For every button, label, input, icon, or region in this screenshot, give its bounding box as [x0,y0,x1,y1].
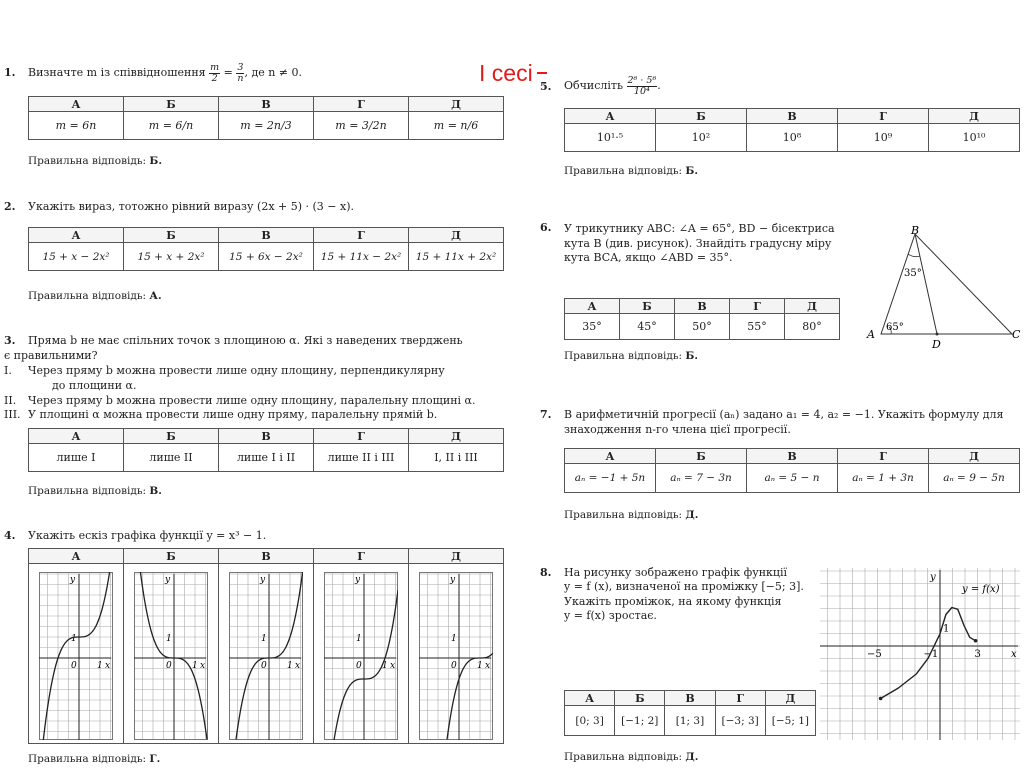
q1-frac-right: $\frac{3}{n}$ [237,61,244,84]
q7-text-line1: В арифметичній прогресії (aₙ) задано a₁ = 4, a₂ = −1. Укажіть формулу для [564,408,1004,421]
q1-opt-v-label: В [219,97,314,112]
q7-number: 7. [540,408,552,421]
q6-text-line2: кута B (див. рисунок). Знайдіть градусну міру [564,237,832,250]
q4-number: 4. [4,529,16,542]
q1-opt-b-label: Б [124,97,219,112]
q7-options-row [565,464,1020,493]
q3-statement-2: II. Через пряму b можна провести лише одну площину, паралельну площині α. [4,394,476,407]
q4-opt-b-label: Б [124,549,219,564]
q7-opt-d[interactable]: aₙ = 9 − 5n [929,464,1020,493]
q5-opt-v[interactable]: 10⁸ [747,124,838,152]
q3-options-table [28,428,504,472]
q3-opt-b[interactable]: лише ІІ [124,444,219,472]
svg-text:x: x [485,660,491,671]
q5-options-row [565,124,1020,152]
q2-answer: Правильна відповідь: А. [28,290,162,302]
q3-statement-3: III. У площині α можна провести лише одну пряму, паралельну прямій b. [4,408,438,421]
q2-options-table [28,227,504,271]
svg-text:y: y [355,574,361,585]
q8-answer: Правильна відповідь: Д. [564,751,699,763]
q1-options-row [29,112,504,140]
triangle-abc [881,234,1012,334]
q4-opt-g-label: Г [314,549,409,564]
q3-opt-g[interactable]: лише ІІ і ІІІ [314,444,409,472]
q7-text-line2: знаходження n-го члена цієї прогресії. [564,423,791,436]
q1-opt-v[interactable]: m = 2n/3 [219,112,314,140]
q4-opt-g[interactable] [314,564,409,744]
q5-answer: Правильна відповідь: Б. [564,165,699,177]
q5-options-table [564,108,1020,152]
q4-opt-d-label: Д [409,549,504,564]
svg-text:0: 0 [356,660,362,671]
session-dash [537,72,547,74]
q4-opt-b[interactable] [124,564,219,744]
session-label: І сесі [479,60,533,86]
q4-graph-g [314,572,408,740]
q5-opt-a[interactable]: 10¹·⁵ [565,124,656,152]
q6-opt-v-label: В [675,299,730,314]
q6-opt-a-label: А [565,299,620,314]
q6-options-row [565,314,840,340]
q2-text: Укажіть вираз, тотожно рівний виразу (2x + 5) · (3 − x). [28,200,355,213]
q2-opt-v[interactable]: 15 + 6x − 2x² [219,243,314,271]
q5-opt-a-label: А [565,109,656,124]
q6-opt-d[interactable]: 80° [785,314,840,340]
q6-text-line3: кута BCA, якщо ∠ABD = 35°. [564,251,733,264]
svg-text:y: y [930,572,936,583]
q6-opt-g-label: Г [730,299,785,314]
svg-text:x: x [1011,649,1017,660]
svg-text:0: 0 [71,660,77,671]
q3-statement-1: I. Через пряму b можна провести лише одну площину, перпендикулярну [4,364,445,377]
q7-opt-g-label: Г [838,449,929,464]
q8-text-line2: y = f (x), визначеної на проміжку [−5; 3]. [564,580,804,593]
bisector-bd [915,234,937,334]
q2-opt-b[interactable]: 15 + x + 2x² [124,243,219,271]
cubic-curve [334,589,398,739]
q3-statement-1-cont: до площини α. [52,379,137,392]
q7-opt-b[interactable]: aₙ = 7 − 3n [656,464,747,493]
svg-text:x: x [200,660,206,671]
q1-opt-d-label: Д [409,97,504,112]
q6-opt-a[interactable]: 35° [565,314,620,340]
q4-graph-d [409,572,503,740]
q5-opt-g-label: Г [838,109,929,124]
q5-opt-d[interactable]: 10¹⁰ [929,124,1020,152]
label-c: C [1012,328,1021,341]
q1-header-row [29,97,504,112]
q6-opt-v[interactable]: 50° [675,314,730,340]
svg-text:x: x [295,660,301,671]
label-d: D [932,338,941,351]
q4-graph-v [219,572,313,740]
q6-opt-b[interactable]: 45° [620,314,675,340]
q8-header-row [565,691,816,706]
q8-text-line1: На рисунку зображено графік функції [564,566,788,579]
q3-opt-v[interactable]: лише І і ІІ [219,444,314,472]
q1-opt-g[interactable]: m = 3/2n [314,112,409,140]
q3-answer: Правильна відповідь: В. [28,485,162,497]
q2-opt-g[interactable]: 15 + 11x − 2x² [314,243,409,271]
q7-opt-a[interactable]: aₙ = −1 + 5n [565,464,656,493]
q3-number: 3. [4,334,16,347]
q4-opt-a[interactable] [29,564,124,744]
q5-opt-b[interactable]: 10² [656,124,747,152]
q5-opt-v-label: В [747,109,838,124]
q3-text-line1: Пряма b не має спільних точок з площиною α. Які з наведених тверджень [28,334,463,347]
q4-opt-v[interactable] [219,564,314,744]
q8-options-table [564,690,816,736]
q8-opt-g[interactable]: [−3; 3] [715,706,765,736]
svg-text:y: y [165,574,171,585]
q7-opt-v-label: В [747,449,838,464]
q3-opt-v-label: В [219,429,314,444]
svg-text:1: 1 [71,633,77,644]
q4-answer: Правильна відповідь: Г. [28,753,161,765]
q6-answer: Правильна відповідь: Б. [564,350,699,362]
q1-number: 1. [4,66,16,79]
q8-text-line4: y = f(x) зростає. [564,609,657,622]
q2-opt-d-label: Д [409,228,504,243]
q3-opt-b-label: Б [124,429,219,444]
q3-opt-g-label: Г [314,429,409,444]
q7-opt-b-label: Б [656,449,747,464]
q8-opt-b-label: Б [615,691,665,706]
q7-header-row [565,449,1020,464]
svg-text:1: 1 [356,633,362,644]
mini-graph-svg [229,572,303,740]
q8-opt-g-label: Г [715,691,765,706]
angle-b-label: 35° [904,268,922,279]
q1-text: Визначте m із співвідношення $\frac{m}{2}$ = $\frac{3}{n}$ , де n ≠ 0. [28,61,303,84]
q1-opt-d[interactable]: m = n/6 [409,112,504,140]
svg-text:x: x [390,660,396,671]
q1-text-post: , де n ≠ 0. [244,66,303,79]
svg-text:1: 1 [943,623,950,635]
q7-opt-a-label: А [565,449,656,464]
q8-opt-d[interactable]: [−5; 1] [765,706,815,736]
q8-text-line3: Укажіть проміжок, на якому функція [564,595,782,608]
svg-text:1: 1 [261,633,267,644]
q6-header-row [565,299,840,314]
q2-opt-a-label: А [29,228,124,243]
q1-opt-g-label: Г [314,97,409,112]
q5-opt-g[interactable]: 10⁹ [838,124,929,152]
svg-text:1: 1 [382,660,388,671]
q8-number: 8. [540,566,552,579]
mini-graph-svg [324,572,398,740]
q6-opt-d-label: Д [785,299,840,314]
q8-opt-d-label: Д [765,691,815,706]
svg-text:1: 1 [287,660,293,671]
q1-frac-left: $\frac{m}{2}$ [210,61,220,84]
q5-header-row [565,109,1020,124]
svg-text:−1: −1 [923,649,939,660]
q1-answer: Правильна відповідь: Б. [28,155,163,167]
q1-options-table [28,96,504,140]
q4-graph-a [29,572,123,740]
q8-opt-v[interactable]: [1; 3] [665,706,715,736]
q5-opt-b-label: Б [656,109,747,124]
svg-text:y: y [260,574,266,585]
q6-number: 6. [540,221,552,234]
q3-opt-a-label: А [29,429,124,444]
q5-text: Обчисліть $\frac{\text{2⁶ · 5⁶}}{\text{10⁴}}$ . [564,74,661,97]
svg-text:0: 0 [451,660,457,671]
q3-opt-d[interactable]: І, ІІ і ІІІ [409,444,504,472]
q7-answer: Правильна відповідь: Д. [564,509,699,521]
q3-text-line2: є правильними? [4,349,98,362]
svg-text:x: x [105,660,111,671]
label-a: A [867,328,875,341]
q5-fraction: $\frac{\text{2⁶ · 5⁶}}{\text{10⁴}}$ [627,74,657,97]
q7-opt-v[interactable]: aₙ = 5 − n [747,464,838,493]
q2-opt-v-label: В [219,228,314,243]
mini-graph-svg [39,572,113,740]
svg-text:1: 1 [166,633,172,644]
q4-opt-d[interactable] [409,564,504,744]
mini-graph-svg [134,572,208,740]
q4-text: Укажіть ескіз графіка функції y = x³ − 1. [28,529,267,542]
q7-opt-g[interactable]: aₙ = 1 + 3n [838,464,929,493]
svg-text:0: 0 [261,660,267,671]
q2-opt-b-label: Б [124,228,219,243]
q2-options-row [29,243,504,271]
svg-text:3: 3 [974,649,981,660]
q3-opt-a[interactable]: лише І [29,444,124,472]
q6-text-line1: У трикутнику ABC: ∠A = 65°, BD − бісектриса [564,222,835,235]
q4-graph-b [124,572,218,740]
q3-opt-d-label: Д [409,429,504,444]
q2-opt-d[interactable]: 15 + 11x + 2x² [409,243,504,271]
q8-function-graph [820,568,1020,740]
q1-text-pre: Визначте m із співвідношення [28,66,206,79]
q8-opt-a[interactable]: [0; 3] [565,706,615,736]
q4-header-row [29,549,504,564]
svg-text:1: 1 [192,660,198,671]
q4-opt-a-label: А [29,549,124,564]
svg-text:1: 1 [97,660,103,671]
q1-opt-b[interactable]: m = 6/n [124,112,219,140]
angle-b-arc [908,254,920,257]
q7-opt-d-label: Д [929,449,1020,464]
q3-options-row [29,444,504,472]
q6-opt-b-label: Б [620,299,675,314]
svg-text:−5: −5 [867,649,882,660]
q8-opt-b[interactable]: [−1; 2] [615,706,665,736]
svg-text:y: y [70,574,76,585]
q2-header-row [29,228,504,243]
point-d-dot [936,333,939,336]
label-b: B [911,224,920,237]
q4-opt-v-label: В [219,549,314,564]
angle-a-label: 65° [886,322,904,333]
q6-opt-g[interactable]: 55° [730,314,785,340]
q7-options-table [564,448,1020,493]
q5-number: 5. [540,80,552,93]
q2-number: 2. [4,200,16,213]
q5-opt-d-label: Д [929,109,1020,124]
mini-graph-svg [419,572,493,740]
q8-opt-a-label: А [565,691,615,706]
svg-text:1: 1 [477,660,483,671]
svg-text:0: 0 [166,660,172,671]
svg-text:1: 1 [451,633,457,644]
q2-opt-g-label: Г [314,228,409,243]
q4-options-table [28,548,504,744]
q8-opt-v-label: В [665,691,715,706]
q6-triangle-figure [862,224,1022,352]
q3-header-row [29,429,504,444]
q2-opt-a[interactable]: 15 + x − 2x² [29,243,124,271]
q1-opt-a-label: А [29,97,124,112]
q1-opt-a[interactable]: m = 6n [29,112,124,140]
q8-options-row [565,706,816,736]
svg-text:y = f(x): y = f(x) [962,584,1000,595]
q4-graphs-row [29,564,504,744]
svg-text:y: y [450,574,456,585]
q6-options-table [564,298,840,340]
